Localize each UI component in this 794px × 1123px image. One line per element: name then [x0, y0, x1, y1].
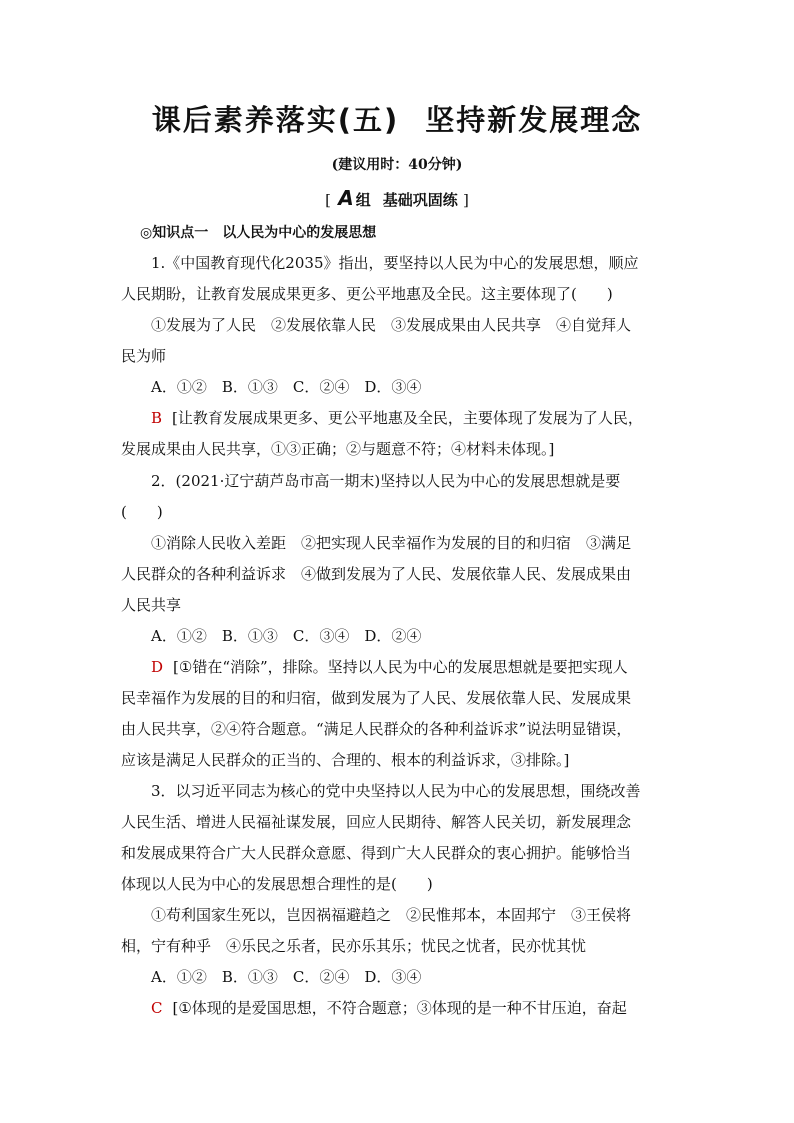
question-line: 人民生活、增进人民福祉谋发展，回应人民期待、解答人民关切，新发展理念 — [121, 813, 632, 831]
group-label: 组 — [355, 191, 371, 209]
question-2 — [121, 466, 676, 776]
answer-explanation — [121, 403, 676, 434]
question-line: 和发展成果符合广大人民群众意愿、得到广大人民群众的衷心拥护。能够恰当 — [121, 844, 632, 862]
question-line: 1.《中国教育现代化2035》指出，要坚持以人民为中心的发展思想，顺应 — [151, 254, 639, 272]
answer-explanation — [121, 993, 676, 1024]
question-line: 3．以习近平同志为核心的党中央坚持以人民为中心的发展思想，围绕改善 — [151, 782, 641, 800]
group-bracket-close: ] — [462, 191, 469, 209]
option-statements: 民为师 — [121, 347, 167, 365]
suggested-time: (建议用时：40分钟) — [331, 157, 463, 173]
question-line: 2．(2021·辽宁葫芦岛市高一期末)坚持以人民为中心的发展思想就是要 — [151, 472, 621, 490]
question-line: 体现以人民为中心的发展思想合理性的是( ) — [121, 875, 433, 893]
option-statements: 人民群众的各种利益诉求 ④做到发展为了人民、发展依靠人民、发展成果由 — [121, 565, 632, 583]
explanation-line: 由人民共享，②④符合题意。“满足人民群众的各种利益诉求”说法明显错误， — [121, 720, 632, 738]
option-statements: 人民共享 — [121, 596, 182, 614]
option-statements: ①苟利国家生死以，岂因祸福避趋之 ②民惟邦本，本固邦宁 ③王侯将 — [151, 906, 632, 924]
answer-letter: C — [151, 999, 163, 1017]
answer-explanation — [121, 652, 676, 683]
group-bracket-open: [ — [325, 191, 331, 209]
knowledge-point-heading — [140, 222, 376, 242]
title-part1: 课后素养落实(五) — [151, 103, 400, 137]
answer-letter: D — [151, 658, 164, 676]
question-1 — [121, 248, 676, 465]
group-name: 基础巩固练 — [382, 191, 458, 209]
answer-choices: A．①② B．①③ C．②④ D．③④ — [151, 378, 422, 396]
explanation-line: 民幸福作为发展的目的和归宿，做到发展为了人民、发展依靠人民、发展成果 — [121, 689, 632, 707]
page-title — [0, 98, 794, 139]
explanation-text: [让教育发展成果更多、更公平地惠及全民，主要体现了发展为了人民， — [172, 409, 643, 427]
group-letter: A — [338, 186, 354, 210]
option-statements: ①发展为了人民 ②发展依靠人民 ③发展成果由人民共享 ④自觉拜人 — [151, 316, 632, 334]
answer-choices: A．①② B．①③ C．③④ D．②④ — [151, 627, 422, 645]
question-line: ( ) — [121, 503, 163, 521]
explanation-line: 发展成果由人民共享，①③正确；②与题意不符；④材料未体现。] — [121, 440, 555, 458]
option-statements: ①消除人民收入差距 ②把实现人民幸福作为发展的目的和归宿 ③满足 — [151, 534, 632, 552]
explanation-line: 应该是满足人民群众的正当的、合理的、根本的利益诉求，③排除。] — [121, 751, 570, 769]
knowledge-point-label: ◎知识点一 — [140, 225, 209, 241]
explanation-text: [①体现的是爱国思想，不符合题意；③体现的是一种不甘压迫，奋起 — [172, 999, 627, 1017]
group-heading — [0, 186, 794, 210]
explanation-text: [①错在“消除”，排除。坚持以人民为中心的发展思想就是要把实现人 — [173, 658, 628, 676]
knowledge-point-name: 以人民为中心的发展思想 — [222, 225, 377, 241]
question-line: 人民期盼，让教育发展成果更多、更公平地惠及全民。这主要体现了( ) — [121, 285, 613, 303]
answer-letter: B — [151, 409, 163, 427]
answer-choices: A．①② B．①③ C．②④ D．③④ — [151, 968, 422, 986]
question-3 — [121, 776, 676, 1024]
title-part2: 坚持新发展理念 — [425, 103, 643, 137]
option-statements: 相，宁有种乎 ④乐民之乐者，民亦乐其乐；忧民之忧者，民亦忧其忧 — [121, 937, 587, 955]
